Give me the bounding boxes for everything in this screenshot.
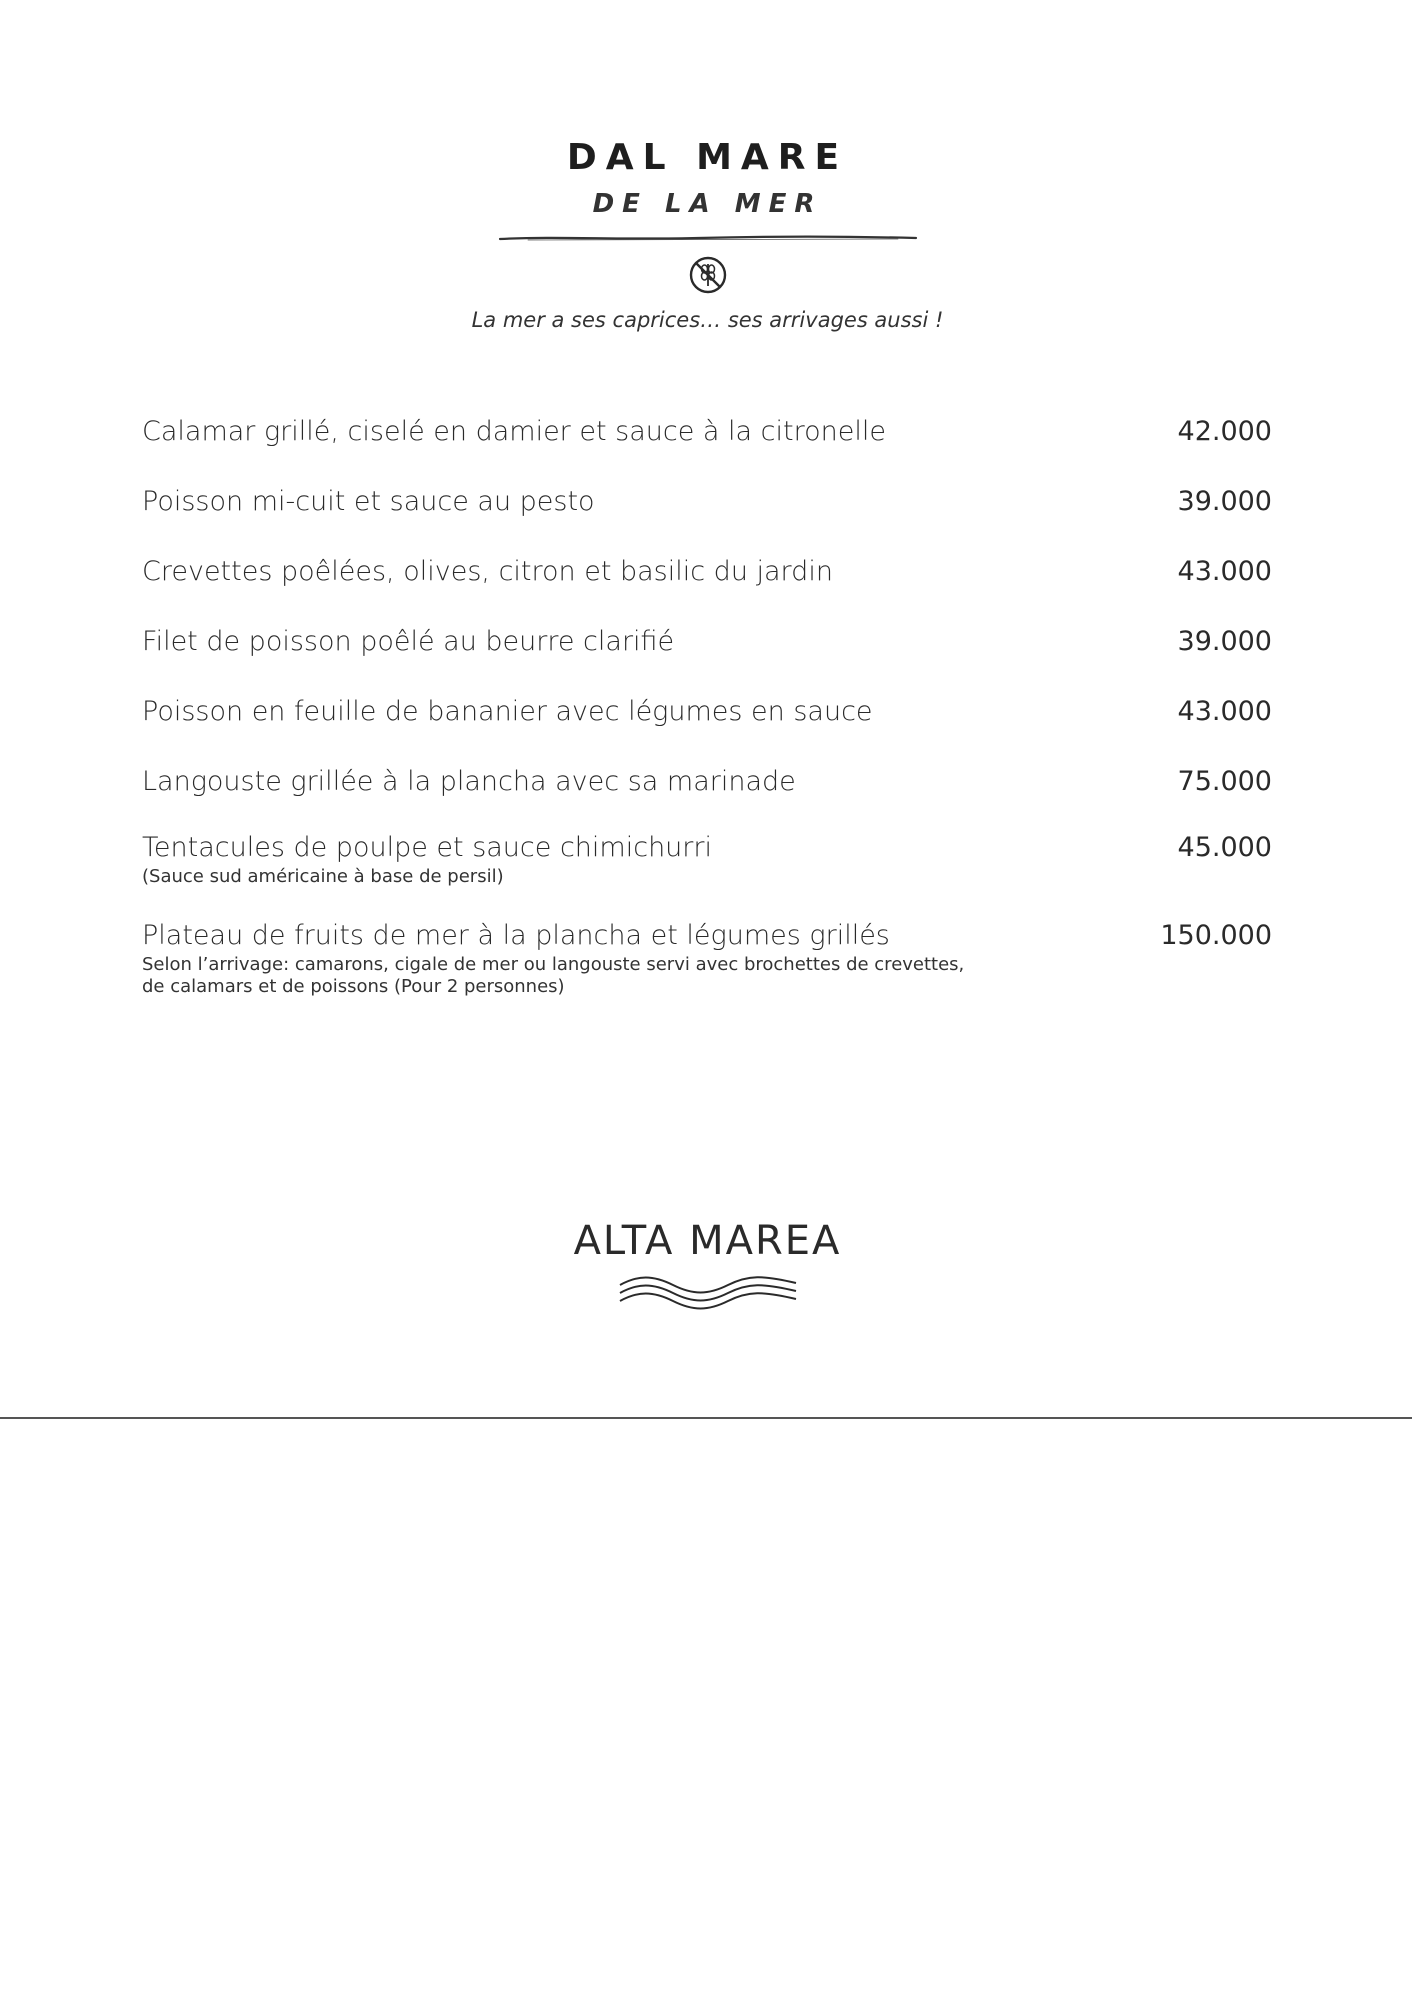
logo-text: ALTA MAREA — [573, 1218, 842, 1264]
menu-item — [142, 760, 1272, 804]
menu-list — [142, 410, 1272, 1024]
item-name: Langouste grillée à la plancha avec sa marinade — [142, 766, 796, 797]
menu-item — [142, 690, 1272, 734]
item-price: 43.000 — [1177, 696, 1272, 727]
item-price: 39.000 — [1177, 626, 1272, 657]
item-price: 43.000 — [1177, 556, 1272, 587]
brush-divider — [498, 232, 918, 244]
item-name: Filet de poisson poêlé au beurre clarifié — [142, 626, 675, 657]
item-price: 150.000 — [1160, 920, 1272, 951]
item-price: 42.000 — [1177, 416, 1272, 447]
section-subtitle: DE LA MER — [592, 189, 823, 219]
menu-item — [142, 620, 1272, 664]
menu-header — [0, 130, 1415, 296]
item-name: Crevettes poêlées, olives, citron et basilic du jardin — [142, 556, 833, 587]
item-price: 75.000 — [1177, 766, 1272, 797]
page-divider — [0, 1417, 1412, 1419]
item-note: (Sauce sud américaine à base de persil) — [142, 866, 504, 887]
item-price: 39.000 — [1177, 486, 1272, 517]
restaurant-logo — [0, 1215, 1415, 1313]
item-name: Poisson mi-cuit et sauce au pesto — [142, 486, 595, 517]
menu-item — [142, 410, 1272, 454]
item-name: Poisson en feuille de bananier avec légumes en sauce — [142, 696, 873, 727]
section-title: DAL MARE — [566, 137, 849, 178]
menu-item — [142, 480, 1272, 524]
menu-item — [142, 918, 1272, 998]
gluten-free-icon — [687, 254, 729, 296]
item-name: Plateau de fruits de mer à la plancha et légumes grillés — [142, 920, 890, 951]
item-name: Calamar grillé, ciselé en damier et sauce à la citronelle — [142, 416, 886, 447]
menu-item — [142, 550, 1272, 594]
menu-item — [142, 830, 1272, 888]
waves-icon — [618, 1273, 798, 1313]
item-note: Selon l’arrivage: camarons, cigale de mer ou langouste servi avec brochettes de crevettes, de calamars et de poissons (Pour 2 personnes) — [142, 954, 965, 997]
item-price: 45.000 — [1177, 832, 1272, 863]
tagline: La mer a ses caprices… ses arrivages aussi ! — [471, 308, 944, 332]
item-name: Tentacules de poulpe et sauce chimichurri — [142, 832, 712, 863]
